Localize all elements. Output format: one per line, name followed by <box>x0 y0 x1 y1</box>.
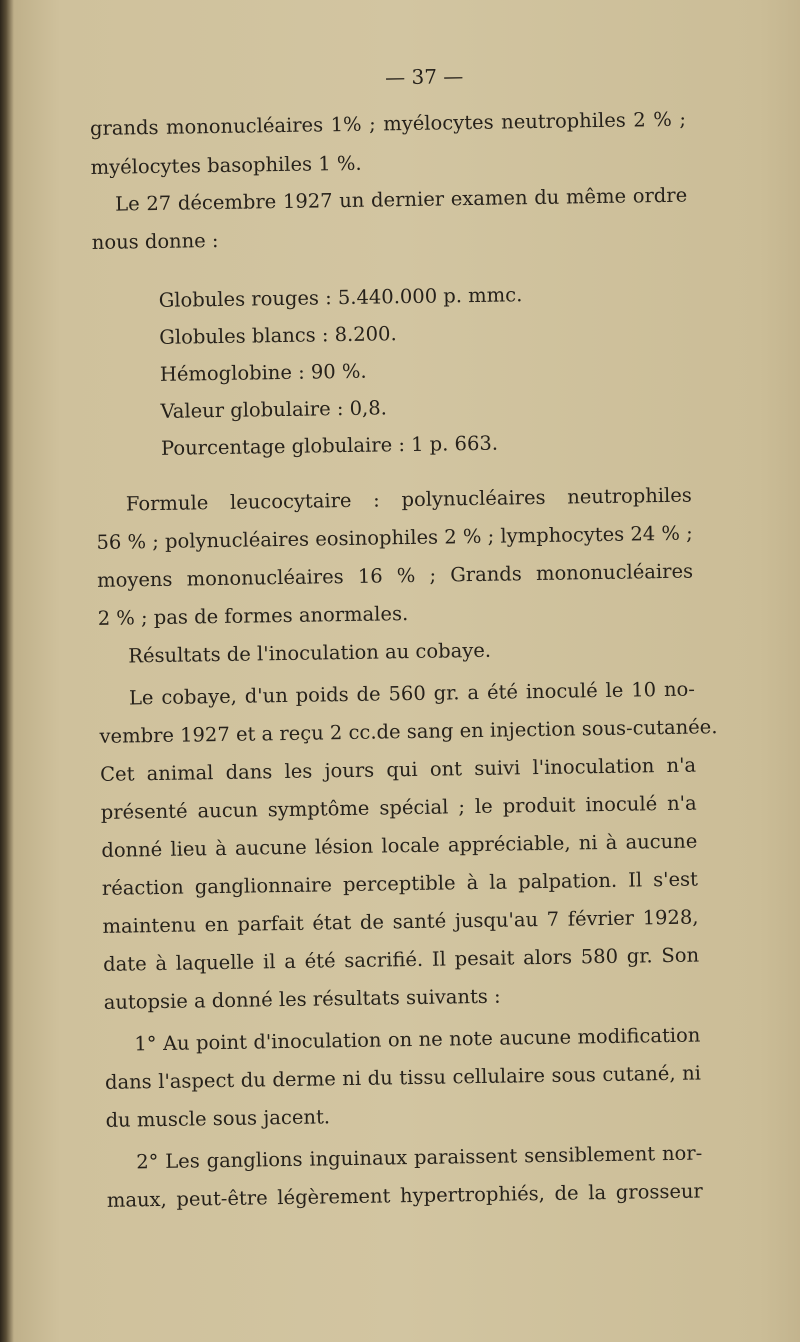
text-line: vembre 1927 et a reçu 2 cc.de sang en injection sous-cutanée. <box>99 715 718 748</box>
text-line: nous donne : <box>91 228 219 254</box>
text-line: moyens mononucléaires 16 % ; Grands mononucléaires <box>96 559 694 592</box>
text-line: Le cobaye, d'un poids de 560 gr. a été inoculé le 10 no- <box>128 677 696 710</box>
text-line: maintenu en parfait état de santé jusqu'au 7 février 1928, <box>102 905 699 938</box>
text-line: 2 % ; pas de formes anormales. <box>97 602 409 630</box>
text-line: réaction ganglionnaire perceptible à la palpation. Il s'est <box>101 867 699 900</box>
text-line: myélocytes basophiles 1 %. <box>90 151 362 179</box>
result-item: Pourcentage globulaire : 1 p. 663. <box>160 431 499 460</box>
text-line: présenté aucun symptôme spécial ; le produit inoculé n'a <box>100 791 697 824</box>
text-line: grands mononucléaires 1% ; myélocytes neutrophiles 2 % ; <box>89 107 687 140</box>
text-line: du muscle sous jacent. <box>105 1105 331 1132</box>
page-number: — 37 — <box>384 64 464 90</box>
text-line: 1° Au point d'inoculation on ne note aucune modification <box>134 1023 701 1056</box>
text-line: Cet animal dans les jours qui ont suivi l'inoculation n'a <box>99 753 697 786</box>
result-item: Globules rouges : 5.440.000 p. mmc. <box>158 283 523 312</box>
text-line: Le 27 décembre 1927 un dernier examen du même ordre <box>115 183 688 216</box>
text-line: date à laquelle il a été sacrifié. Il pesait alors 580 gr. Son <box>102 943 700 976</box>
text-line: maux, peut-être légèrement hypertrophiés, de la grosseur <box>106 1179 703 1212</box>
text-line: donné lieu à aucune lésion locale appréciable, ni à aucune <box>101 829 698 862</box>
text-line: Formule leucocytaire : polynucléaires neutrophiles <box>125 483 693 516</box>
section-heading: Résultats de l'inoculation au cobaye. <box>128 638 492 668</box>
result-item: Valeur globulaire : 0,8. <box>160 396 388 423</box>
text-line: dans l'aspect du derme ni du tissu cellulaire sous cutané, ni <box>104 1061 702 1094</box>
text-line: 56 % ; polynucléaires eosinophiles 2 % ; lymphocytes 24 % ; <box>96 521 693 554</box>
text-line: autopsie a donné les résultats suivants : <box>103 984 501 1014</box>
text-line: 2° Les ganglions inguinaux paraissent sensiblement nor- <box>136 1141 703 1174</box>
result-item: Hémoglobine : 90 %. <box>159 359 367 386</box>
result-item: Globules blancs : 8.200. <box>159 322 397 349</box>
